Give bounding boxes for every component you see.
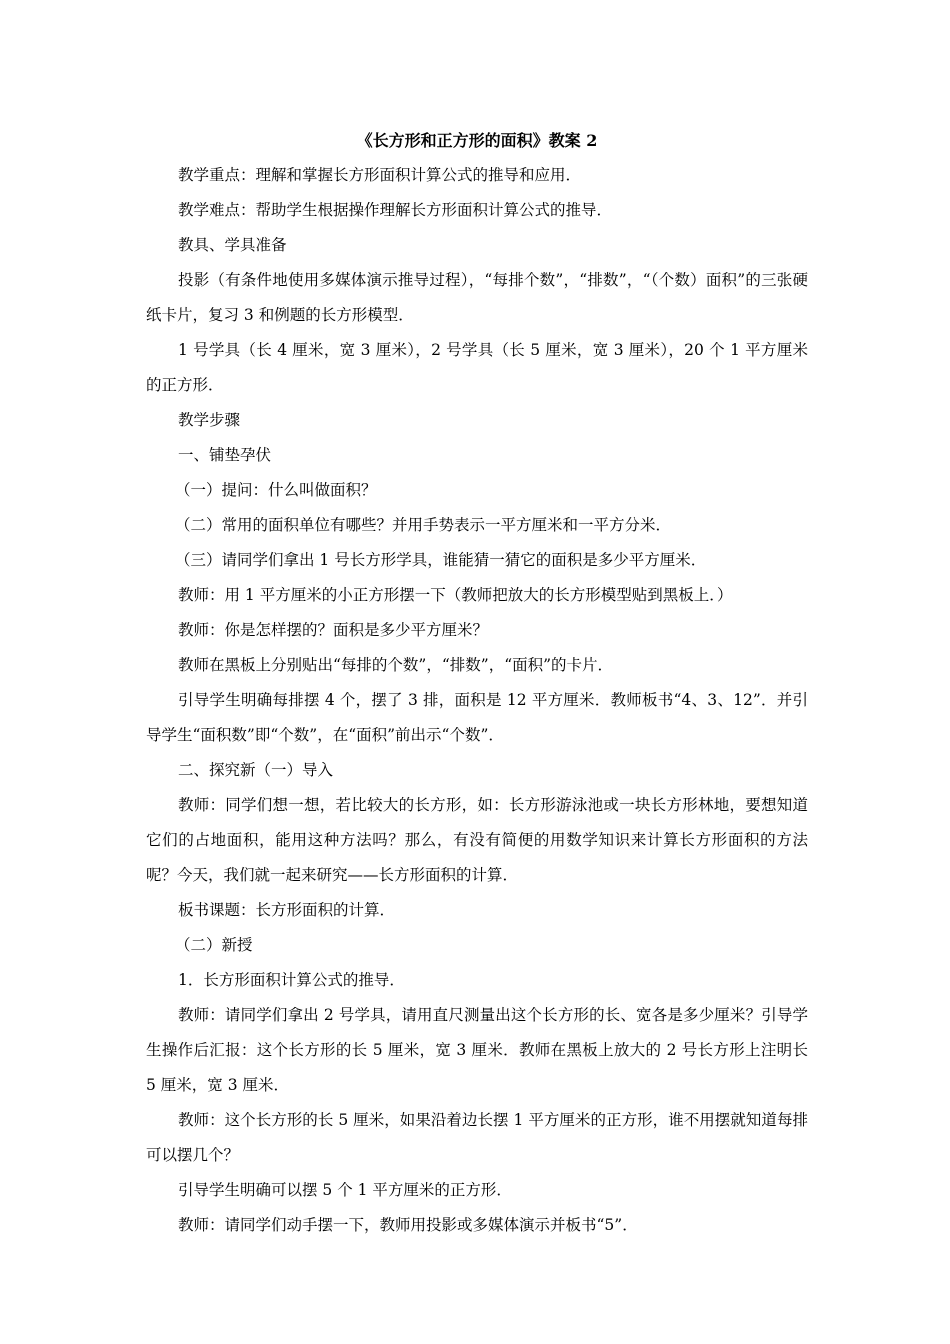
paragraph-guide-students: 引导学生明确每排摆 4 个，摆了 3 排，面积是 12 平方厘米．教师板书“4、3、12”．并引导学生“面积数”即“个数”，在“面积”前出示“个数”． xyxy=(146,691,808,744)
paragraph-section-one: 一、铺垫孕伏 xyxy=(178,446,272,464)
paragraph-materials-tools: 1 号学具（长 4 厘米，宽 3 厘米），2 号学具（长 5 厘米，宽 3 厘米），20 个 1 平方厘米的正方形． xyxy=(146,341,808,394)
paragraph-teacher-intro: 教师：同学们想一想，若比较大的长方形，如：长方形游泳池或一块长方形林地，要想知道它们的占地面积，能用这种方法吗？那么，有没有简便的用数学知识来计算长方形面积的方法呢？今天，我们就一起来研究——长方形面积的计算． xyxy=(146,796,808,884)
paragraph-teacher-demo: 教师：请同学们动手摆一下，教师用投影或多媒体演示并板书“5”． xyxy=(178,1216,638,1234)
paragraph-new-lesson: （二）新授 xyxy=(175,936,253,954)
paragraph-question-two: （二）常用的面积单位有哪些？并用手势表示一平方厘米和一平方分米． xyxy=(175,516,672,534)
document-body xyxy=(146,124,808,1243)
paragraph-materials-heading: 教具、学具准备 xyxy=(178,236,287,254)
document-title: 《长方形和正方形的面积》教案 2 xyxy=(356,131,598,150)
paragraph-section-two: 二、探究新（一）导入 xyxy=(178,761,334,779)
paragraph-steps-heading: 教学步骤 xyxy=(178,411,241,429)
paragraph-teaching-difficulty: 教学难点：帮助学生根据操作理解长方形面积计算公式的推导． xyxy=(178,201,613,219)
paragraph-teacher-ask: 教师：你是怎样摆的？面积是多少平方厘米？ xyxy=(178,621,489,639)
paragraph-board-title: 板书课题：长方形面积的计算． xyxy=(178,901,396,919)
paragraph-teaching-focus: 教学重点：理解和掌握长方形面积计算公式的推导和应用． xyxy=(178,166,582,184)
paragraph-guide-five: 引导学生明确可以摆 5 个 1 平方厘米的正方形． xyxy=(178,1181,512,1199)
paragraph-question-one: （一）提问：什么叫做面积？ xyxy=(175,481,377,499)
paragraph-teacher-length: 教师：这个长方形的长 5 厘米，如果沿着边长摆 1 平方厘米的正方形，谁不用摆就知道每排可以摆几个？ xyxy=(146,1111,808,1164)
paragraph-teacher-measure: 教师：请同学们拿出 2 号学具，请用直尺测量出这个长方形的长、宽各是多少厘米？引导学生操作后汇报：这个长方形的长 5 厘米，宽 3 厘米．教师在黑板上放大的 2 号长方形上注明长 5 厘米，宽 3 厘米． xyxy=(146,1006,808,1094)
paragraph-teacher-arrange: 教师：用 1 平方厘米的小正方形摆一下（教师把放大的长方形模型贴到黑板上．） xyxy=(178,586,733,604)
paragraph-formula-derivation: 1．长方形面积计算公式的推导． xyxy=(178,971,405,989)
paragraph-teacher-cards: 教师在黑板上分别贴出“每排的个数”，“排数”，“面积”的卡片． xyxy=(178,656,614,674)
paragraph-question-three: （三）请同学们拿出 1 号长方形学具，谁能猜一猜它的面积是多少平方厘米． xyxy=(175,551,707,569)
paragraph-materials-projection: 投影（有条件地使用多媒体演示推导过程），“每排个数”，“排数”，“（个数）面积”的三张硬纸卡片，复习 3 和例题的长方形模型． xyxy=(146,271,808,324)
